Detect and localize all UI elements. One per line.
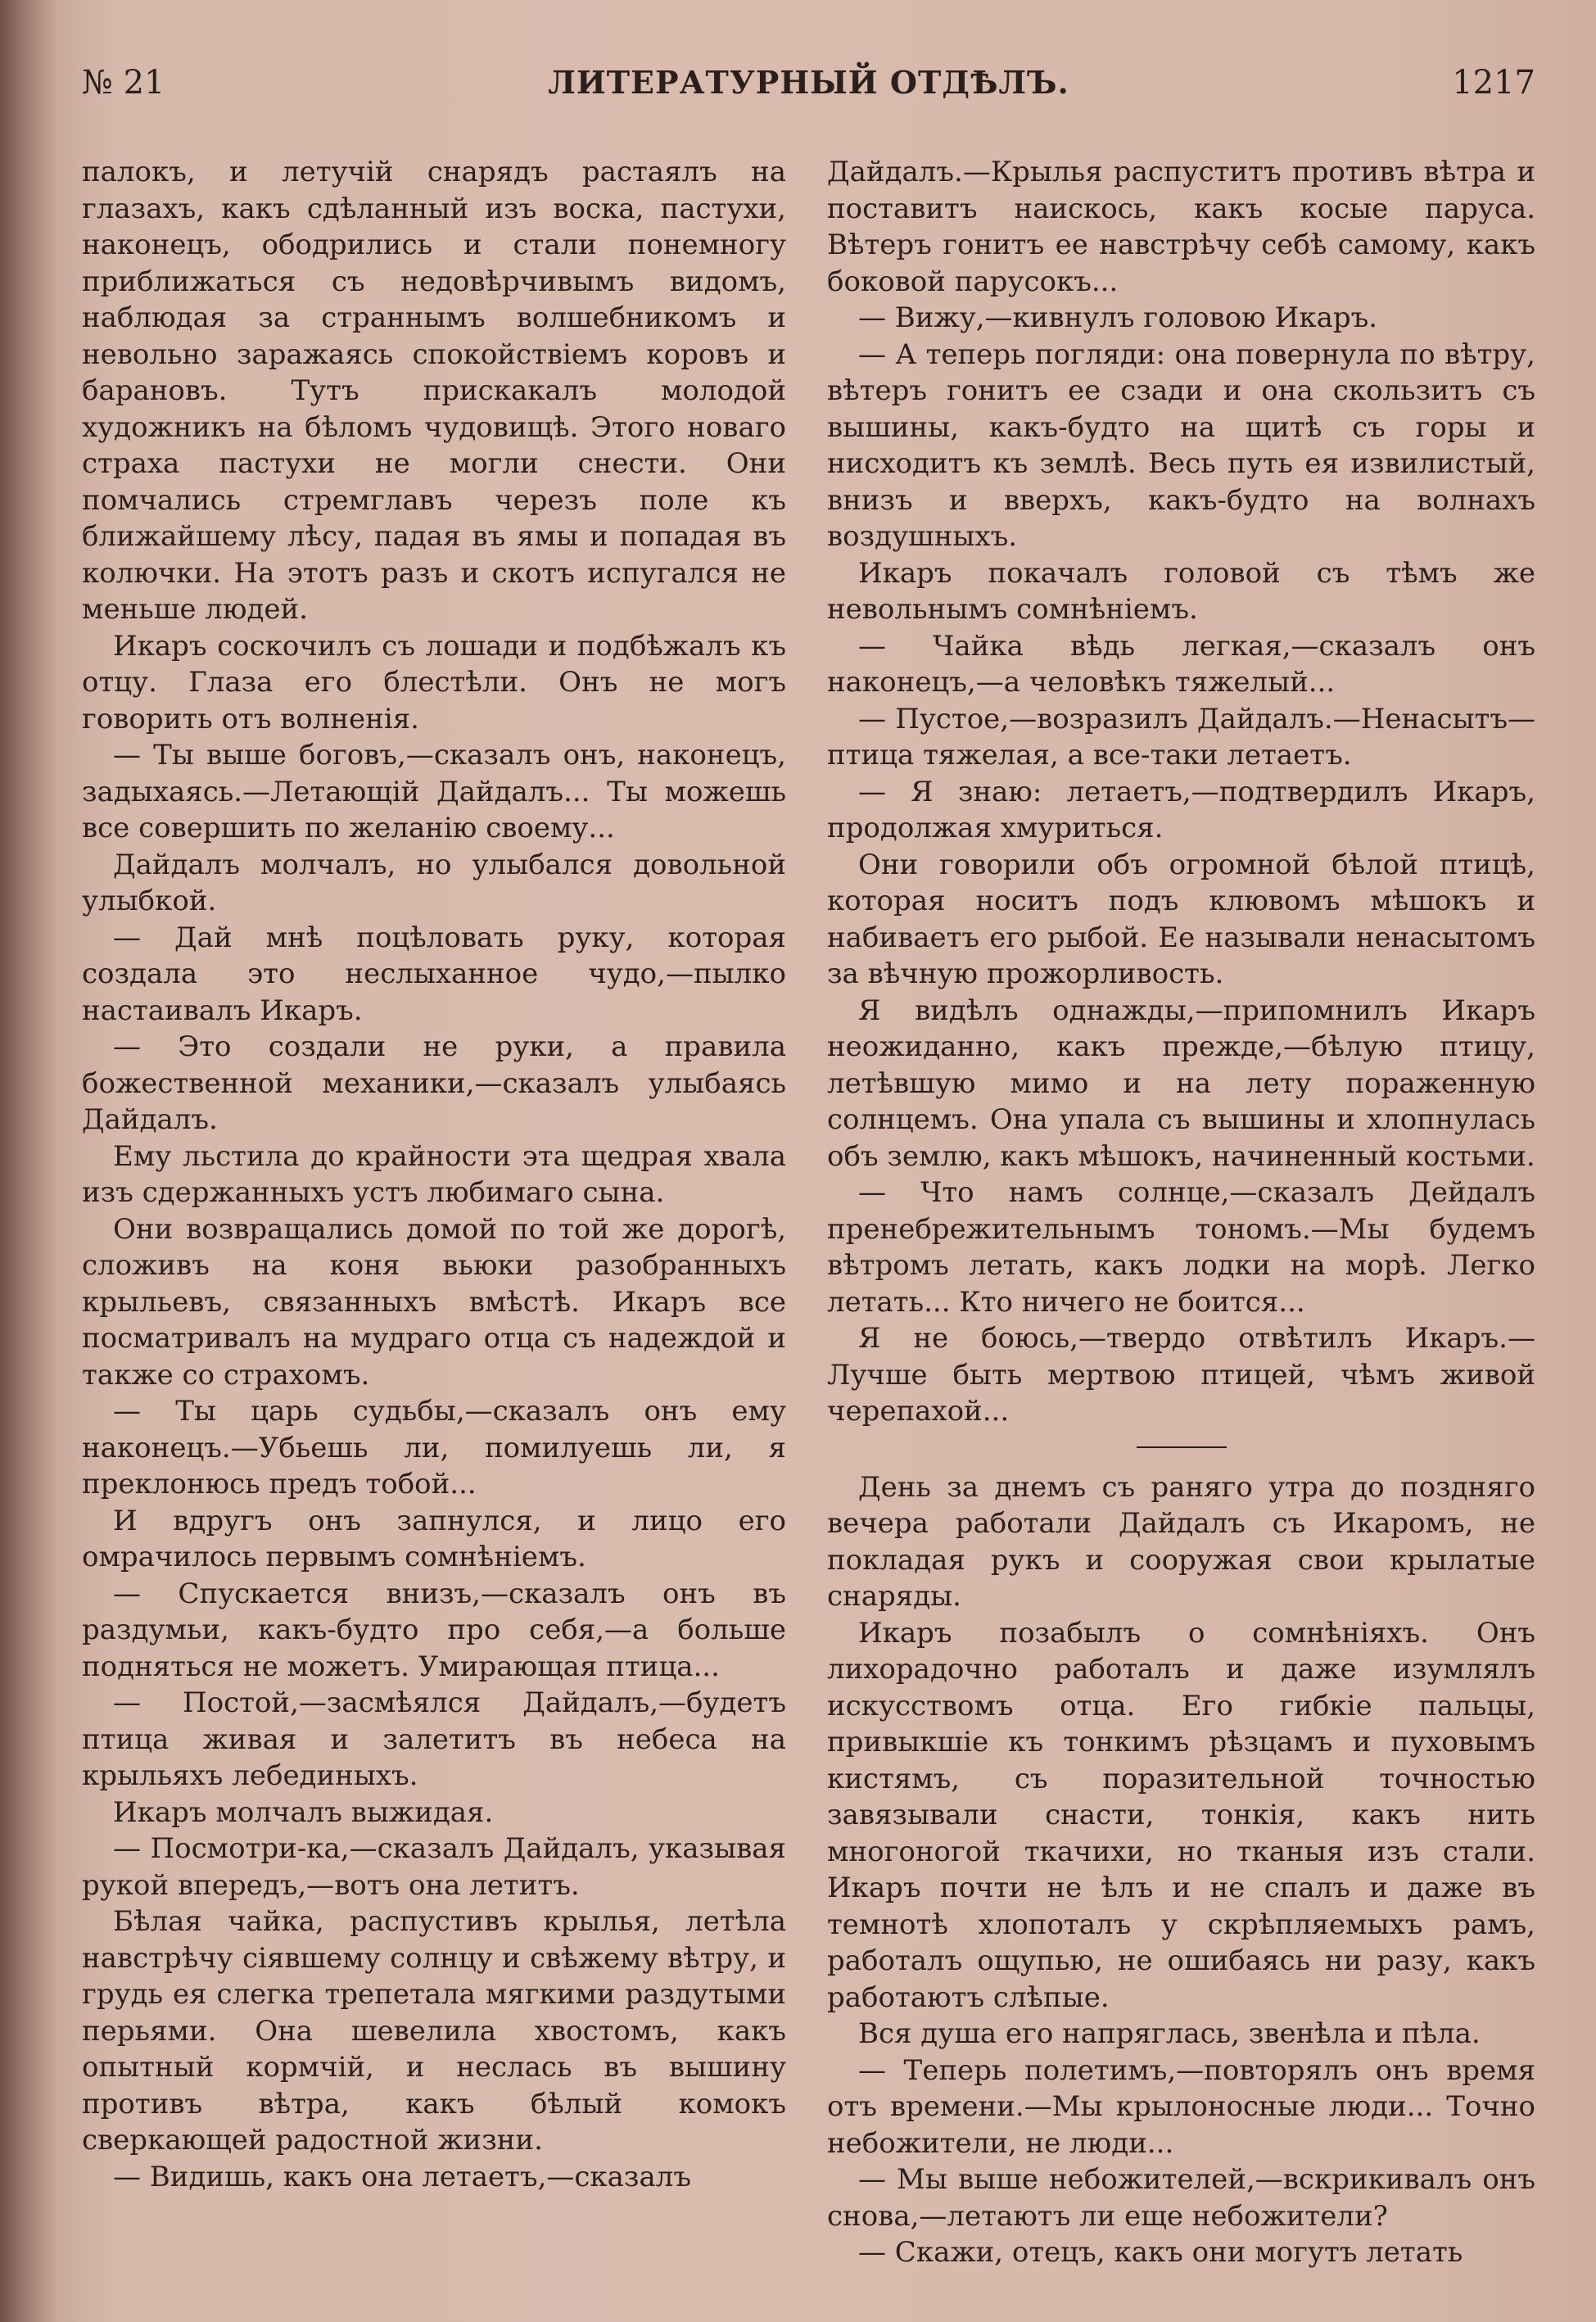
section-divider xyxy=(1137,1446,1227,1448)
paragraph: — Я знаю: летаетъ,—подтвердилъ Икаръ, продолжая хмуриться. xyxy=(827,775,1535,844)
paragraph: — Пустое,—возразилъ Дайдалъ.—Ненасытъ—птица тяжелая, а все-таки летаетъ. xyxy=(827,702,1535,772)
paragraph: Дайдалъ молчалъ, но улыбался довольной улыбкой. xyxy=(82,848,786,917)
left-column xyxy=(82,154,786,2322)
right-column xyxy=(827,154,1535,2322)
paragraph: — Ты выше боговъ,—сказалъ онъ, наконецъ, задыхаясь.—Летающій Дайдалъ... Ты можешь все совершить по желанію своему... xyxy=(82,739,786,844)
paragraph: Они возвращались домой по той же дорогѣ, сложивъ на коня вьюки разобранныхъ крыльевъ, связанныхъ вмѣстѣ. Икаръ все посматривалъ на мудраго отца съ надеждой и также со страхомъ. xyxy=(82,1212,786,1392)
paragraph: Икаръ позабылъ о сомнѣніяхъ. Онъ лихорадочно работалъ и даже изумлялъ искусствомъ отца. Его гибкіе пальцы, привыкшіе къ тонкимъ рѣзцамъ и пуховымъ кистямъ, съ поразительной точностью завязывали снасти, тонкія, какъ нить многоногой ткачихи, но тканыя изъ стали. Икаръ почти не ѣлъ и не спалъ и даже въ темнотѣ хлопоталъ у скрѣпляемыхъ рамъ, работалъ ощупью, не ошибаясь ни разу, какъ работаютъ слѣпые. xyxy=(827,1616,1535,2014)
paragraph: День за днемъ съ раняго утра до поздняго вечера работали Дайдалъ съ Икаромъ, не покладая рукъ и сооружая свои крылатые снаряды. xyxy=(827,1470,1535,1613)
paragraph: Дайдалъ.—Крылья распуститъ противъ вѣтра и поставитъ наискось, какъ косые паруса. Вѣтеръ гонитъ ее навстрѣчу себѣ самому, какъ боковой парусокъ... xyxy=(827,156,1535,298)
issue-number: № 21 xyxy=(82,64,165,102)
paragraph: — Это создали не руки, а правила божественной механики,—сказалъ улыбаясь Дайдалъ. xyxy=(82,1030,786,1136)
paragraph: — Теперь полетимъ,—повторялъ онъ время отъ времени.—Мы крылоносные люди... Точно небожители, не люди... xyxy=(827,2053,1535,2160)
paragraph: — Чайка вѣдь легкая,—сказалъ онъ наконецъ,—а человѣкъ тяжелый... xyxy=(827,629,1535,699)
section-title: ЛИТЕРАТУРНЫЙ ОТДѢЛЪ. xyxy=(548,64,1069,101)
paragraph: Они говорили объ огромной бѣлой птицѣ, которая носитъ подъ клювомъ мѣшокъ и набиваетъ его рыбой. Ее называли ненасытомъ за вѣчную прожорливость. xyxy=(827,848,1535,990)
paragraph: Вся душа его напряглась, звенѣла и пѣла. xyxy=(858,2017,1481,2050)
paragraph: И вдругъ онъ запнулся, и лицо его омрачилось первымъ сомнѣніемъ. xyxy=(82,1504,786,1573)
paragraph: — Мы выше небожителей,—вскрикивалъ онъ снова,—летаютъ ли еще небожители? xyxy=(827,2163,1535,2233)
paragraph: — А теперь погляди: она повернула по вѣтру, вѣтеръ гонитъ ее сзади и она скользитъ съ вышины, какъ-будто на щитѣ съ горы и нисходитъ къ землѣ. Весь путь ея извилистый, внизъ и вверхъ, какъ-будто на волнахъ воздушныхъ. xyxy=(827,337,1535,553)
paragraph: — Постой,—засмѣялся Дайдалъ,—будетъ птица живая и залетитъ въ небеса на крыльяхъ лебединыхъ. xyxy=(82,1686,786,1792)
paragraph: — Посмотри-ка,—сказалъ Дайдалъ, указывая рукой впередъ,—вотъ она летитъ. xyxy=(82,1832,786,1902)
paragraph: Я видѣлъ однажды,—припомнилъ Икаръ неожиданно, какъ прежде,—бѣлую птицу, летѣвшую мимо и на лету пораженную солнцемъ. Она упала съ вышины и хлопнулась объ землю, какъ мѣшокъ, начиненный костьми. xyxy=(827,994,1535,1173)
paragraph: — Вижу,—кивнулъ головою Икаръ. xyxy=(858,301,1378,334)
paragraph: — Дай мнѣ поцѣловать руку, которая создала это неслыханное чудо,—пылко настаивалъ Икаръ. xyxy=(82,921,786,1027)
paragraph: Икаръ соскочилъ съ лошади и подбѣжалъ къ отцу. Глаза его блестѣли. Онъ не могъ говорить отъ волненія. xyxy=(82,629,786,736)
paragraph: Ему льстила до крайности эта щедрая хвала изъ сдержанныхъ устъ любимаго сына. xyxy=(82,1139,786,1209)
paragraph: Я не боюсь,—твердо отвѣтилъ Икаръ.— Лучше быть мертвою птицей, чѣмъ живой черепахой... xyxy=(827,1322,1535,1428)
right-column-part-1 xyxy=(827,154,1535,1430)
paragraph: — Спускается внизъ,—сказалъ онъ въ раздумьи, какъ-будто про себя,—а больше подняться не можетъ. Умирающая птица... xyxy=(82,1577,786,1683)
paragraph: — Ты царь судьбы,—сказалъ онъ ему наконецъ.—Убьешь ли, помилуешь ли, я преклонюсь предъ тобой... xyxy=(82,1395,786,1500)
paragraph: Бѣлая чайка, распустивъ крылья, летѣла навстрѣчу сіявшему солнцу и свѣжему вѣтру, и грудь ея слегка трепетала мягкими раздутыми перьями. Она шевелила хвостомъ, какъ опытный кормчій, и неслась въ вышину противъ вѣтра, какъ бѣлый комокъ сверкающей радостной жизни. xyxy=(82,1905,786,2157)
paragraph: Икаръ молчалъ выжидая. xyxy=(113,1795,494,1829)
right-column-part-2 xyxy=(827,1469,1535,2271)
paragraph: — Видишь, какъ она летаетъ,—сказалъ xyxy=(113,2160,691,2193)
running-header xyxy=(82,64,1535,113)
paragraph: Икаръ покачалъ головой съ тѣмъ же невольнымъ сомнѣніемъ. xyxy=(827,556,1535,626)
page-number: 1217 xyxy=(1452,64,1535,102)
paragraph: палокъ, и летучій снарядъ растаялъ на глазахъ, какъ сдѣланный изъ воска, пастухи, наконецъ, ободрились и стали понемногу приближаться съ недовѣрчивымъ видомъ, наблюдая за страннымъ волшебникомъ и невольно заражаясь спокойствіемъ коровъ и барановъ. Тутъ прискакалъ молодой художникъ на бѣломъ чудовищѣ. Этого новаго страха пастухи не могли снести. Они помчались стремглавъ черезъ поле къ ближайшему лѣсу, падая въ ямы и попадая въ колючки. На этотъ разъ и скотъ испугался не меньше людей. xyxy=(82,156,786,626)
paragraph: — Что намъ солнце,—сказалъ Дейдалъ пренебрежительнымъ тономъ.—Мы будемъ вѣтромъ летать, какъ лодки на морѣ. Легко летать... Кто ничего не боится... xyxy=(827,1176,1535,1319)
paragraph: — Скажи, отецъ, какъ они могутъ летать xyxy=(858,2236,1463,2269)
